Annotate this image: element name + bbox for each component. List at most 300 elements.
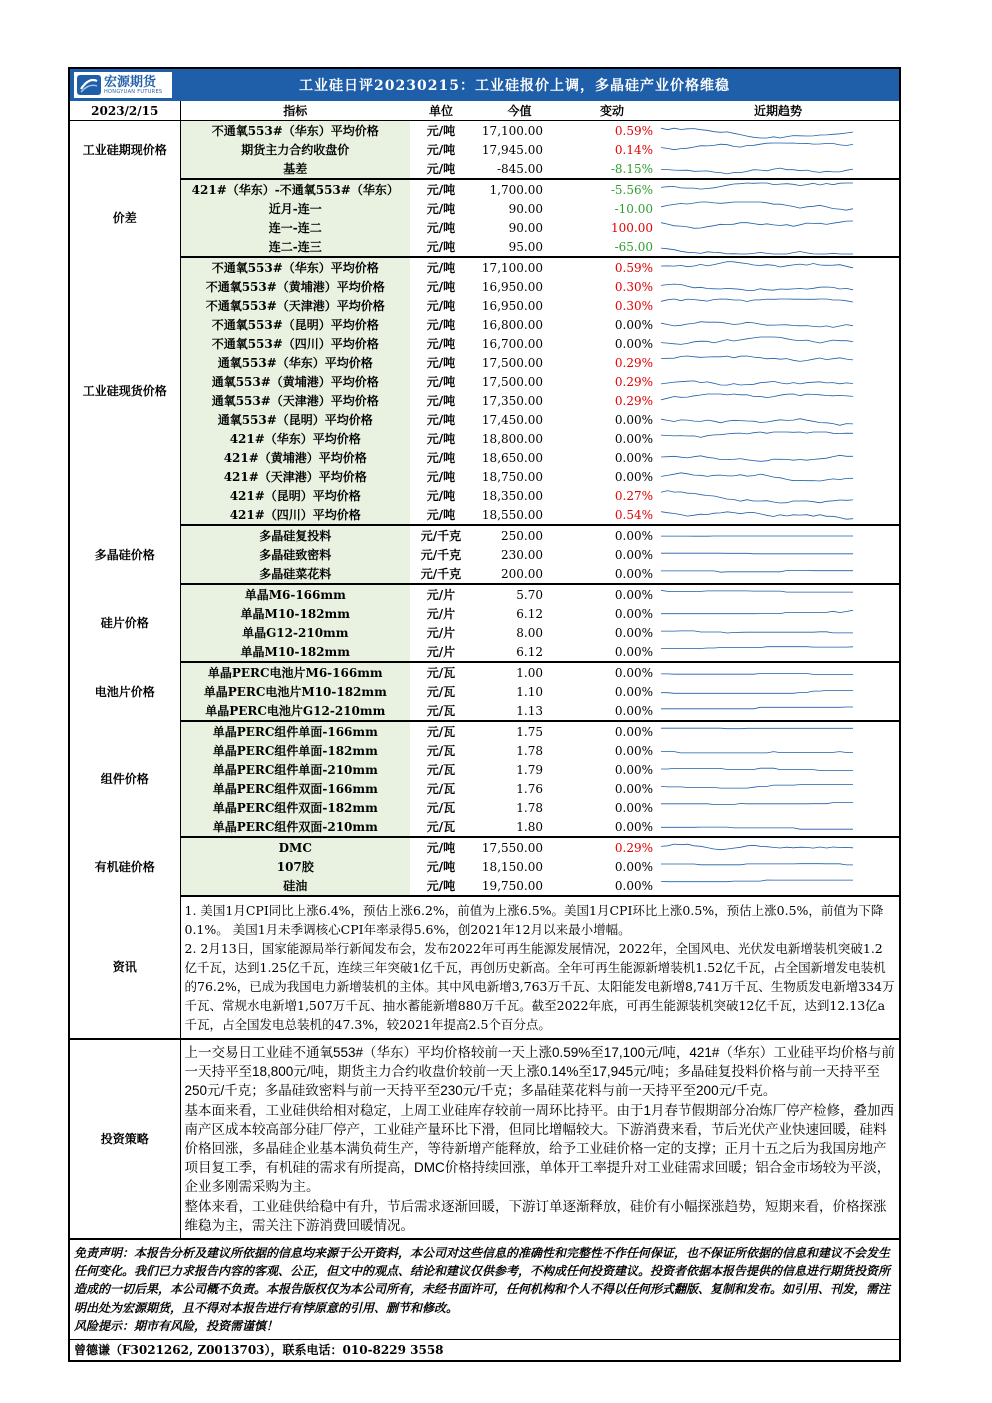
unit-cell: 元/吨 — [426, 840, 456, 855]
sparkline-icon — [657, 818, 857, 836]
price-row — [70, 545, 899, 564]
company-logo — [74, 72, 172, 98]
trend-sparkline — [657, 817, 899, 837]
value-cell: 16,950.00 — [481, 298, 543, 313]
indicator-name: 通氧553#（黄埔港）平均价格 — [180, 372, 410, 391]
value-cell: 1.78 — [516, 800, 543, 815]
indicator-name: 通氧553#（昆明）平均价格 — [180, 410, 410, 429]
category-label: 多晶硅价格 — [70, 525, 180, 584]
change-cell: 0.00% — [614, 528, 653, 543]
value-cell: 16,800.00 — [481, 317, 543, 332]
change-cell: 0.00% — [614, 781, 653, 796]
indicator-name: 不通氧553#（昆明）平均价格 — [180, 315, 410, 334]
price-row — [70, 296, 899, 315]
indicator-name: 单晶PERC电池片G12-210mm — [180, 701, 410, 721]
change-cell: 0.00% — [614, 450, 653, 465]
trend-sparkline — [657, 876, 899, 896]
indicator-name: 421#（四川）平均价格 — [180, 505, 410, 525]
value-cell: 6.12 — [516, 606, 543, 621]
sparkline-icon — [657, 160, 857, 178]
value-cell: 18,650.00 — [481, 450, 543, 465]
indicator-name: 单晶PERC电池片M6-166mm — [180, 662, 410, 682]
sparkline-icon — [657, 605, 857, 623]
change-cell: 0.00% — [614, 800, 653, 815]
sparkline-icon — [657, 780, 857, 798]
indicator-name: 不通氧553#（天津港）平均价格 — [180, 296, 410, 315]
indicator-name: 421#（华东）平均价格 — [180, 429, 410, 448]
price-row — [70, 121, 899, 141]
unit-cell: 元/吨 — [426, 123, 456, 138]
indicator-name: 基差 — [180, 159, 410, 179]
indicator-name: 单晶PERC电池片M10-182mm — [180, 682, 410, 701]
value-cell: 17,500.00 — [481, 355, 543, 370]
sparkline-icon — [657, 430, 857, 448]
trend-sparkline — [657, 410, 899, 429]
unit-cell: 元/片 — [426, 625, 456, 640]
unit-cell: 元/瓦 — [426, 724, 456, 739]
trend-sparkline — [657, 334, 899, 353]
category-label: 工业硅期现价格 — [70, 121, 180, 180]
value-cell: 1.76 — [516, 781, 543, 796]
change-cell: 0.00% — [614, 587, 653, 602]
price-table — [70, 101, 899, 1240]
change-cell: 0.00% — [567, 642, 657, 662]
trend-sparkline — [657, 741, 899, 760]
sparkline-icon — [657, 586, 857, 604]
indicator-name: 多晶硅复投料 — [180, 525, 410, 545]
change-cell: 100.00 — [611, 220, 653, 235]
value-cell: 17,100.00 — [481, 123, 543, 138]
change-cell: -10.00 — [614, 201, 653, 216]
change-cell: 0.00% — [567, 817, 657, 837]
change-cell: 0.00% — [614, 625, 653, 640]
value-cell: 18,750.00 — [481, 469, 543, 484]
trend-sparkline — [657, 662, 899, 682]
value-cell: 1,700.00 — [489, 182, 543, 197]
indicator-name: 单晶M10-182mm — [180, 604, 410, 623]
trend-sparkline — [657, 798, 899, 817]
change-cell: 0.54% — [567, 505, 657, 525]
value-header: 今值 — [472, 101, 567, 121]
price-row — [70, 604, 899, 623]
unit-cell: 元/瓦 — [426, 684, 456, 699]
indicator-header: 指标 — [180, 101, 410, 121]
unit-cell: 元/吨 — [410, 876, 472, 896]
price-row — [70, 486, 899, 505]
unit-cell: 元/吨 — [426, 374, 456, 389]
value-cell: 17,945.00 — [481, 142, 543, 157]
change-cell: 0.29% — [614, 374, 653, 389]
price-row — [70, 467, 899, 486]
strategy-text: 上一交易日工业硅不通氧553#（华东）平均价格较前一天上涨0.59%至17,100元/吨，421#（华东）工业硅平均价格与前一天持平至18,800元/吨，期货主力合约收盘价较前一天上涨0.14%至17,945元/吨；多晶硅复投料价格与前一天持平至250元/千克；多晶硅致密料与前一天持平至230元/千克；多晶硅菜花料与前一天持平至200元/千克。 基本面来看，工业硅供给相对稳定，上周工业硅库存较前一周环比持平。由于1月春节假期部分冶炼厂停产检修，叠加西南产区成本较高部分硅厂停产，工业硅产量环比下滑，但同比增幅较大。下游消费来看，节后光伏产业快速回暖，硅料价格回涨，多晶硅企业基本满负荷生产，等待新增产能释放，给予工业硅价格一定的支撑；正月十五之后为我国房地产项目复工季，有机硅的需求有所提高，DMC价格持续回涨，单体开工率提升对工业硅需求回暖；铝合金市场较为平淡，企业多刚需采购为主。 整体来看，工业硅供给稳中有升，节后需求逐渐回暖，下游订单逐渐释放，硅价有小幅探涨趋势，短期来看，价格探涨维稳为主，需关注下游消费回暖情况。 — [180, 1039, 899, 1239]
price-row — [70, 334, 899, 353]
value-cell: 1.80 — [472, 817, 567, 837]
trend-sparkline — [657, 218, 899, 237]
price-row — [70, 741, 899, 760]
trend-header: 近期趋势 — [657, 101, 899, 121]
indicator-name: 通氧553#（华东）平均价格 — [180, 353, 410, 372]
category-label: 有机硅价格 — [70, 837, 180, 896]
trend-sparkline — [657, 642, 899, 662]
news-text: 1. 美国1月CPI同比上涨6.4%，预估上涨6.2%，前值为上涨6.5%。美国1月CPI环比上涨0.5%，预估上涨0.5%，前值为下降0.1%。 美国1月未季调核心CPI年率录得5.6%，创2021年12月以来最小增幅。 2. 2月13日，国家能源局举行新闻发布会，发布2022年可再生能源发展情况，2022年，全国风电、光伏发电新增装机突破1.2亿千瓦，达到1.25亿千瓦，连续三年突破1亿千瓦，再创历史新高。全年可再生能源新增装机1.52亿千瓦，占全国新增发电装机的76.2%，已成为我国电力新增装机的主体。其中风电新增3,763万千瓦、太阳能发电新增8,741万千瓦、生物质发电新增334万千瓦、常规水电新增1,507万千瓦、抽水蓄能新增880万千瓦。截至2022年底，可再生能源装机突破12亿千瓦，达到12.13亿a千瓦，占全国发电总装机的47.3%，较2021年提高2.5个百分点。 — [180, 896, 899, 1039]
change-cell: 0.30% — [614, 298, 653, 313]
indicator-name: 单晶G12-210mm — [180, 623, 410, 642]
trend-sparkline — [657, 564, 899, 584]
indicator-name: 单晶PERC组件单面-182mm — [180, 741, 410, 760]
change-cell: 0.29% — [614, 393, 653, 408]
trend-sparkline — [657, 701, 899, 721]
value-cell: 18,550.00 — [472, 505, 567, 525]
price-row — [70, 372, 899, 391]
change-cell: 0.27% — [614, 488, 653, 503]
sparkline-icon — [657, 141, 857, 159]
sparkline-icon — [657, 858, 857, 876]
trend-sparkline — [657, 682, 899, 701]
trend-sparkline — [657, 277, 899, 296]
sparkline-icon — [657, 411, 857, 429]
unit-cell: 元/瓦 — [410, 817, 472, 837]
price-row — [70, 642, 899, 662]
trend-sparkline — [657, 760, 899, 779]
unit-cell: 元/吨 — [426, 412, 456, 427]
indicator-name: 421#（天津港）平均价格 — [180, 467, 410, 486]
price-row — [70, 353, 899, 372]
trend-sparkline — [657, 237, 899, 257]
sparkline-icon — [657, 839, 857, 857]
indicator-name: 连一-连二 — [180, 218, 410, 237]
unit-cell: 元/千克 — [410, 564, 472, 584]
indicator-name: 单晶PERC组件双面-210mm — [180, 817, 410, 837]
change-cell: -65.00 — [567, 237, 657, 257]
sparkline-icon — [657, 392, 857, 410]
indicator-name: 通氧553#（天津港）平均价格 — [180, 391, 410, 410]
value-cell: 1.79 — [516, 762, 543, 777]
indicator-name: 不通氧553#（华东）平均价格 — [180, 121, 410, 141]
sparkline-icon — [657, 200, 857, 218]
category-label: 组件价格 — [70, 721, 180, 837]
value-cell: 17,350.00 — [481, 393, 543, 408]
sparkline-icon — [657, 546, 857, 564]
sparkline-icon — [657, 742, 857, 760]
trend-sparkline — [657, 257, 899, 277]
price-row — [70, 876, 899, 896]
price-row — [70, 218, 899, 237]
unit-cell: 元/千克 — [420, 528, 462, 543]
change-cell: 0.00% — [614, 724, 653, 739]
news-row — [70, 896, 899, 1039]
trend-sparkline — [657, 486, 899, 505]
trend-sparkline — [657, 448, 899, 467]
price-row — [70, 662, 899, 682]
price-row — [70, 584, 899, 604]
report-title: 工业硅日评20230215：工业硅报价上调，多晶硅产业价格维稳 — [299, 78, 730, 94]
sparkline-icon — [657, 316, 857, 334]
unit-cell: 元/吨 — [410, 505, 472, 525]
indicator-name: 硅油 — [180, 876, 410, 896]
logo-en-text: HONGYUAN FUTURES — [104, 88, 163, 95]
logo-mark-icon — [77, 75, 101, 95]
value-cell: 18,350.00 — [481, 488, 543, 503]
unit-cell: 元/吨 — [426, 201, 456, 216]
change-cell: 0.00% — [614, 684, 653, 699]
value-cell: 6.12 — [472, 642, 567, 662]
trend-sparkline — [657, 140, 899, 159]
value-cell: 19,750.00 — [472, 876, 567, 896]
sparkline-icon — [657, 624, 857, 642]
unit-cell: 元/吨 — [426, 488, 456, 503]
unit-cell: 元/瓦 — [426, 665, 456, 680]
news-label: 资讯 — [70, 896, 180, 1039]
unit-cell: 元/吨 — [426, 220, 456, 235]
price-row — [70, 779, 899, 798]
strategy-row — [70, 1039, 899, 1239]
trend-sparkline — [657, 429, 899, 448]
value-cell: 16,950.00 — [481, 279, 543, 294]
value-cell: 95.00 — [472, 237, 567, 257]
change-cell: 0.00% — [614, 469, 653, 484]
unit-cell: 元/瓦 — [426, 781, 456, 796]
sparkline-icon — [657, 799, 857, 817]
change-cell: 0.00% — [614, 665, 653, 680]
price-row — [70, 837, 899, 857]
sparkline-icon — [657, 373, 857, 391]
change-cell: 0.59% — [614, 260, 653, 275]
change-cell: -8.15% — [567, 159, 657, 179]
price-row — [70, 505, 899, 525]
disclaimer: 免责声明：本报告分析及建议所依据的信息均来源于公开资料，本公司对这些信息的准确性和完整性不作任何保证，也不保证所依据的信息和建议不会发生任何变化。我们已力求报告内容的客观、公正，但文中的观点、结论和建议仅供参考，不构成任何投资建议。投资者依据本报告提供的信息进行期货投资所造成的一切后果，本公司概不负责。本报告版权仅为本公司所有，未经书面许可，任何机构和个人不得以任何形式翻版、复制和发布。如引用、刊发，需注明出处为宏源期货，且不得对本报告进行有悖原意的引用、删节和修改。 风险提示：期市有风险，投资需谨慎！ — [70, 1240, 899, 1340]
trend-sparkline — [657, 315, 899, 334]
unit-cell: 元/吨 — [426, 298, 456, 313]
sparkline-icon — [657, 278, 857, 296]
trend-sparkline — [657, 296, 899, 315]
unit-cell: 元/瓦 — [410, 701, 472, 721]
unit-cell: 元/吨 — [426, 279, 456, 294]
price-row — [70, 682, 899, 701]
unit-cell: 元/瓦 — [426, 743, 456, 758]
trend-sparkline — [657, 391, 899, 410]
change-header: 变动 — [567, 101, 657, 121]
unit-cell: 元/吨 — [426, 142, 456, 157]
indicator-name: 不通氧553#（黄埔港）平均价格 — [180, 277, 410, 296]
trend-sparkline — [657, 505, 899, 525]
indicator-name: 421#（华东）-不通氧553#（华东） — [180, 179, 410, 199]
sparkline-icon — [657, 506, 857, 524]
trend-sparkline — [657, 545, 899, 564]
change-cell: 0.29% — [614, 355, 653, 370]
indicator-name: 单晶PERC组件单面-166mm — [180, 721, 410, 741]
sparkline-icon — [657, 664, 857, 682]
value-cell: 18,150.00 — [481, 859, 543, 874]
unit-header: 单位 — [410, 101, 472, 121]
sparkline-icon — [657, 877, 857, 895]
unit-cell: 元/吨 — [426, 393, 456, 408]
trend-sparkline — [657, 179, 899, 199]
sparkline-icon — [657, 354, 857, 372]
unit-cell: 元/瓦 — [426, 800, 456, 815]
price-row — [70, 391, 899, 410]
price-row — [70, 525, 899, 545]
unit-cell: 元/吨 — [410, 159, 472, 179]
price-row — [70, 257, 899, 277]
change-cell: 0.14% — [614, 142, 653, 157]
indicator-name: 单晶M10-182mm — [180, 642, 410, 662]
logo-cn-text: 宏源期货 — [104, 74, 157, 90]
report-header — [70, 69, 899, 101]
unit-cell: 元/片 — [426, 606, 456, 621]
unit-cell: 元/瓦 — [426, 762, 456, 777]
change-cell: 0.00% — [614, 762, 653, 777]
value-cell: -845.00 — [472, 159, 567, 179]
change-cell: 0.00% — [614, 859, 653, 874]
value-cell: 90.00 — [508, 220, 543, 235]
category-label: 工业硅现货价格 — [70, 257, 180, 525]
sparkline-icon — [657, 643, 857, 661]
change-cell: 0.29% — [614, 840, 653, 855]
sparkline-icon — [657, 723, 857, 741]
unit-cell: 元/千克 — [420, 547, 462, 562]
value-cell: 200.00 — [472, 564, 567, 584]
trend-sparkline — [657, 721, 899, 741]
unit-cell: 元/吨 — [426, 317, 456, 332]
change-cell: 0.00% — [614, 336, 653, 351]
price-row — [70, 140, 899, 159]
change-cell: -5.56% — [610, 182, 653, 197]
price-row — [70, 798, 899, 817]
value-cell: 1.10 — [516, 684, 543, 699]
sparkline-icon — [657, 527, 857, 545]
indicator-name: 单晶PERC组件双面-182mm — [180, 798, 410, 817]
price-row — [70, 410, 899, 429]
sparkline-icon — [657, 702, 857, 720]
price-row — [70, 721, 899, 741]
indicator-name: 期货主力合约收盘价 — [180, 140, 410, 159]
indicator-name: 连二-连三 — [180, 237, 410, 257]
unit-cell: 元/吨 — [426, 469, 456, 484]
column-header-row — [70, 101, 899, 121]
sparkline-icon — [657, 468, 857, 486]
indicator-name: 多晶硅致密料 — [180, 545, 410, 564]
unit-cell: 元/吨 — [426, 336, 456, 351]
change-cell: 0.00% — [614, 317, 653, 332]
price-row — [70, 237, 899, 257]
value-cell: 230.00 — [501, 547, 543, 562]
change-cell: 0.00% — [567, 701, 657, 721]
category-label: 硅片价格 — [70, 584, 180, 662]
trend-sparkline — [657, 604, 899, 623]
value-cell: 1.78 — [516, 743, 543, 758]
unit-cell: 元/吨 — [426, 260, 456, 275]
indicator-name: 多晶硅菜花料 — [180, 564, 410, 584]
price-row — [70, 429, 899, 448]
change-cell: 0.59% — [614, 123, 653, 138]
trend-sparkline — [657, 199, 899, 218]
indicator-name: 不通氧553#（华东）平均价格 — [180, 257, 410, 277]
unit-cell: 元/片 — [426, 587, 456, 602]
value-cell: 17,100.00 — [481, 260, 543, 275]
value-cell: 17,500.00 — [481, 374, 543, 389]
trend-sparkline — [657, 353, 899, 372]
price-row — [70, 448, 899, 467]
sparkline-icon — [657, 181, 857, 199]
trend-sparkline — [657, 779, 899, 798]
price-row — [70, 857, 899, 876]
date-header: 2023/2/15 — [70, 101, 180, 121]
sparkline-icon — [657, 238, 857, 256]
value-cell: 17,550.00 — [481, 840, 543, 855]
indicator-name: 单晶M6-166mm — [180, 584, 410, 604]
change-cell: 0.00% — [614, 743, 653, 758]
price-row — [70, 179, 899, 199]
category-label: 价差 — [70, 179, 180, 257]
report-sheet — [68, 67, 901, 1362]
value-cell: 16,700.00 — [481, 336, 543, 351]
sparkline-icon — [657, 219, 857, 237]
sparkline-icon — [657, 761, 857, 779]
value-cell: 1.13 — [472, 701, 567, 721]
value-cell: 5.70 — [516, 587, 543, 602]
price-row — [70, 701, 899, 721]
trend-sparkline — [657, 467, 899, 486]
contact-info: 曾德谦（F3021262, Z0013703），联系电话：010-8229 3558 — [74, 1343, 444, 1358]
unit-cell: 元/吨 — [426, 355, 456, 370]
indicator-name: 近月-连一 — [180, 199, 410, 218]
sparkline-icon — [657, 683, 857, 701]
change-cell: 0.00% — [567, 876, 657, 896]
price-row — [70, 315, 899, 334]
sparkline-icon — [657, 259, 857, 277]
value-cell: 17,450.00 — [481, 412, 543, 427]
change-cell: 0.00% — [567, 564, 657, 584]
trend-sparkline — [657, 121, 899, 141]
indicator-name: 不通氧553#（四川）平均价格 — [180, 334, 410, 353]
indicator-name: 单晶PERC组件单面-210mm — [180, 760, 410, 779]
trend-sparkline — [657, 159, 899, 179]
price-row — [70, 623, 899, 642]
change-cell: 0.00% — [614, 547, 653, 562]
trend-sparkline — [657, 857, 899, 876]
category-label: 电池片价格 — [70, 662, 180, 721]
price-row — [70, 159, 899, 179]
price-row — [70, 199, 899, 218]
price-row — [70, 277, 899, 296]
value-cell: 18,800.00 — [481, 431, 543, 446]
sparkline-icon — [657, 335, 857, 353]
indicator-name: DMC — [180, 837, 410, 857]
indicator-name: 单晶PERC组件双面-166mm — [180, 779, 410, 798]
sparkline-icon — [657, 565, 857, 583]
trend-sparkline — [657, 525, 899, 545]
unit-cell: 元/吨 — [426, 450, 456, 465]
indicator-name: 107胶 — [180, 857, 410, 876]
trend-sparkline — [657, 584, 899, 604]
value-cell: 1.75 — [516, 724, 543, 739]
change-cell: 0.00% — [614, 431, 653, 446]
value-cell: 90.00 — [508, 201, 543, 216]
sparkline-icon — [657, 122, 857, 140]
indicator-name: 421#（昆明）平均价格 — [180, 486, 410, 505]
trend-sparkline — [657, 623, 899, 642]
unit-cell: 元/吨 — [426, 182, 456, 197]
unit-cell: 元/片 — [410, 642, 472, 662]
trend-sparkline — [657, 372, 899, 391]
sparkline-icon — [657, 297, 857, 315]
unit-cell: 元/吨 — [426, 431, 456, 446]
trend-sparkline — [657, 837, 899, 857]
unit-cell: 元/吨 — [426, 859, 456, 874]
sparkline-icon — [657, 487, 857, 505]
price-row — [70, 564, 899, 584]
change-cell: 0.00% — [614, 606, 653, 621]
